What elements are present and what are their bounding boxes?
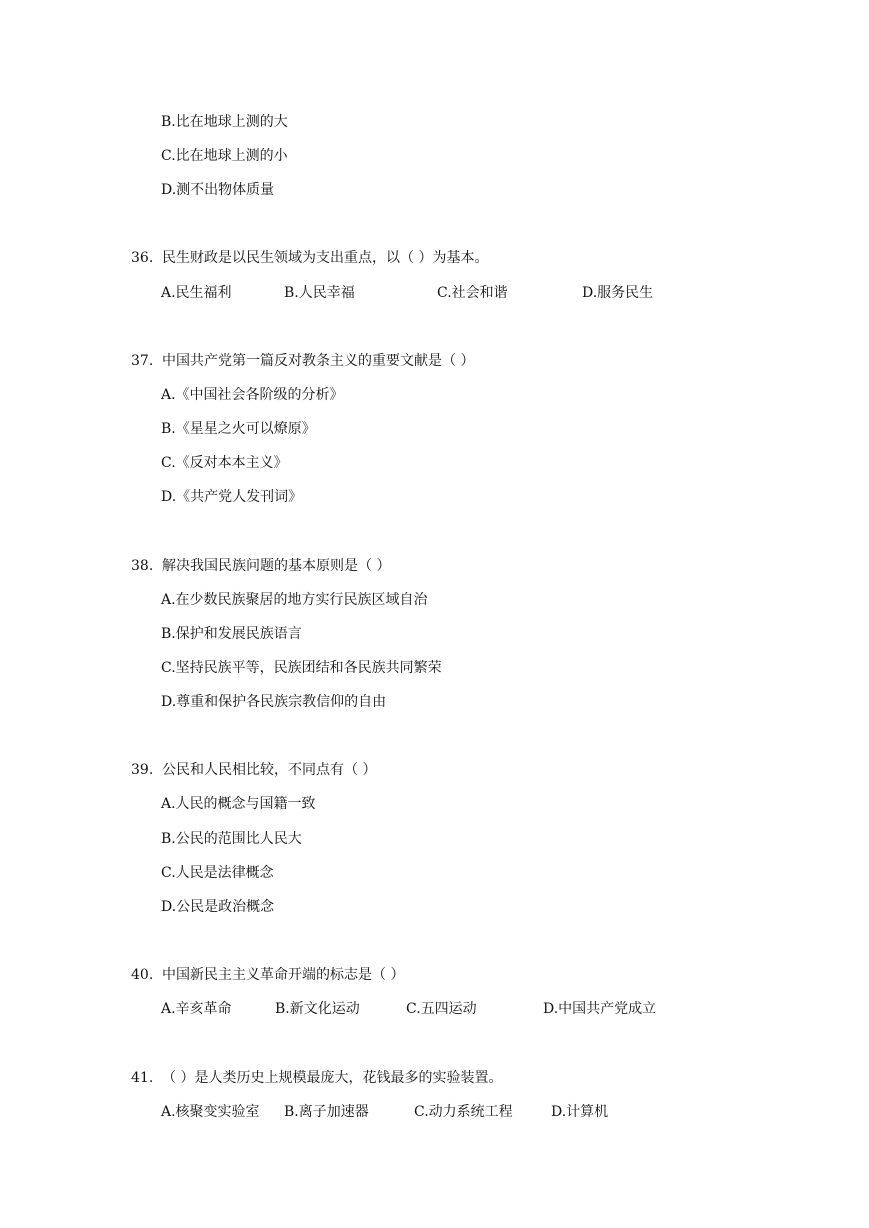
option-c: C.人民是法律概念 (161, 865, 274, 881)
option-a: A.民生福利 (161, 285, 232, 301)
option-c: C.比在地球上测的小 (161, 148, 288, 164)
question-number: 38. (131, 558, 154, 574)
option-c: C.五四运动 (406, 1001, 477, 1017)
option-b: B.比在地球上测的大 (161, 114, 288, 130)
question-text: （ ）是人类历史上规模最庞大，花钱最多的实验装置。 (162, 1070, 503, 1086)
question-text: 解决我国民族问题的基本原则是（ ） (162, 558, 391, 574)
question-number: 40. (131, 967, 154, 983)
option-d: D.中国共产党成立 (543, 1001, 657, 1017)
option-b: B.公民的范围比人民大 (161, 831, 302, 847)
question-37 (131, 351, 474, 371)
question-number: 37. (131, 353, 154, 369)
option-b: B.《星星之火可以燎原》 (161, 421, 316, 437)
options-row (161, 999, 721, 1019)
option-b: B.人民幸福 (284, 285, 355, 301)
question-number: 39. (131, 762, 154, 778)
option-a: A.《中国社会各阶级的分析》 (161, 387, 344, 403)
option-a: A.人民的概念与国籍一致 (161, 796, 316, 812)
question-text: 公民和人民相比较，不同点有（ ） (162, 762, 377, 778)
question-38 (131, 556, 390, 576)
question-number: 36. (131, 250, 154, 266)
question-39 (131, 760, 376, 780)
option-c: C.《反对本本主义》 (161, 455, 288, 471)
option-a: A.核聚变实验室 (161, 1104, 260, 1120)
option-d: D.公民是政治概念 (161, 899, 275, 915)
options-row (161, 283, 721, 303)
option-d: D.测不出物体质量 (161, 182, 275, 198)
option-c: C.社会和谐 (437, 285, 508, 301)
question-text: 中国共产党第一篇反对教条主义的重要文献是（ ） (162, 353, 475, 369)
option-b: B.离子加速器 (284, 1104, 369, 1120)
question-41 (131, 1068, 502, 1088)
question-40 (131, 965, 404, 985)
option-d: D.服务民生 (582, 285, 654, 301)
option-a: A.辛亥革命 (161, 1001, 232, 1017)
option-b: B.保护和发展民族语言 (161, 626, 302, 642)
question-text: 中国新民主主义革命开端的标志是（ ） (162, 967, 405, 983)
option-d: D.尊重和保护各民族宗教信仰的自由 (161, 694, 387, 710)
question-36 (131, 248, 488, 268)
option-c: C.坚持民族平等，民族团结和各民族共同繁荣 (161, 660, 442, 676)
options-row (161, 1102, 721, 1122)
option-a: A.在少数民族聚居的地方实行民族区域自治 (161, 592, 428, 608)
question-number: 41. (131, 1070, 154, 1086)
option-d: D.计算机 (551, 1104, 609, 1120)
option-d: D.《共产党人发刊词》 (161, 489, 303, 505)
option-c: C.动力系统工程 (414, 1104, 513, 1120)
option-b: B.新文化运动 (275, 1001, 360, 1017)
question-text: 民生财政是以民生领域为支出重点，以（ ）为基本。 (162, 250, 489, 266)
